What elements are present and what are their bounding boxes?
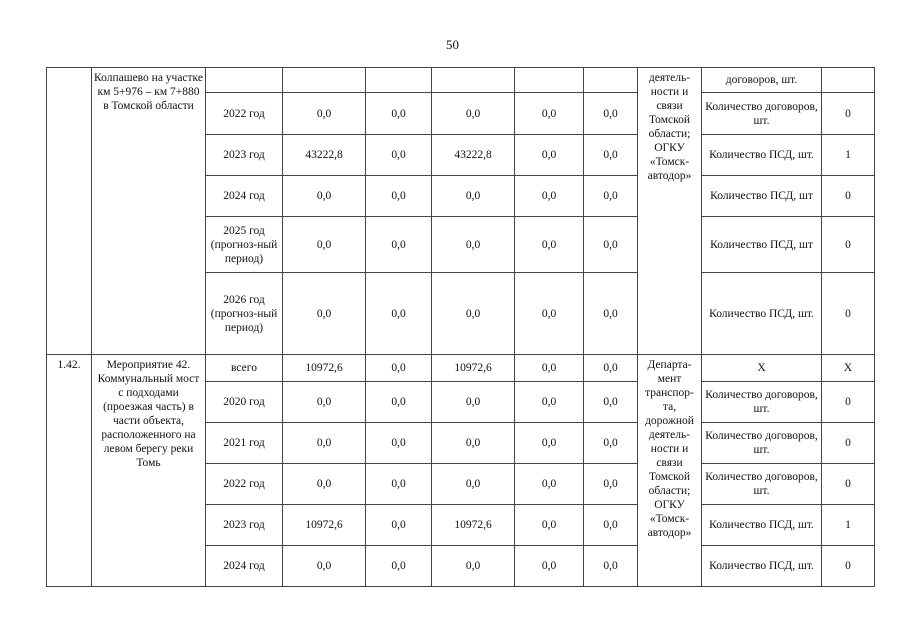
regional-cell: 10972,6 [432,505,515,546]
page-number: 50 [446,37,459,52]
program-table [46,67,875,587]
year-cell [206,68,283,93]
federal-cell: 0,0 [366,382,432,423]
table-row [47,68,875,93]
indicator-value [822,68,875,93]
total-cell: 43222,8 [283,135,366,176]
other-cell: 0,0 [584,217,638,273]
indicator-cell: Количество ПСД, шт. [702,546,822,587]
year-cell: 2021 год [206,423,283,464]
indicator-value: 0 [822,93,875,135]
indicator-value: 0 [822,176,875,217]
indicator-cell: Количество договоров, шт. [702,93,822,135]
federal-cell: 0,0 [366,217,432,273]
regional-cell: 0,0 [432,217,515,273]
item-number: 1.42. [47,355,92,587]
regional-cell: 10972,6 [432,355,515,382]
total-cell: 0,0 [283,464,366,505]
item-name: Мероприятие 42. Коммунальный мост с подходами (проезжая часть) в части объекта, расположенного на левом берегу реки Томь [92,355,206,587]
local-cell: 0,0 [515,382,584,423]
regional-cell: 0,0 [432,423,515,464]
indicator-cell: Количество ПСД, шт. [702,135,822,176]
indicator-value: Х [822,355,875,382]
federal-cell [366,68,432,93]
federal-cell: 0,0 [366,423,432,464]
total-cell: 0,0 [283,176,366,217]
federal-cell: 0,0 [366,464,432,505]
total-cell: 0,0 [283,217,366,273]
other-cell: 0,0 [584,464,638,505]
other-cell: 0,0 [584,176,638,217]
local-cell: 0,0 [515,546,584,587]
indicator-value: 0 [822,464,875,505]
local-cell: 0,0 [515,505,584,546]
item-name: Колпашево на участке км 5+976 – км 7+880 в Томской области [92,68,206,355]
indicator-value: 1 [822,505,875,546]
executor-cell: Департа-мент транспор-та, дорожной деятель-ности и связи Томской области; ОГКУ «Томск-автодор» [638,355,702,587]
local-cell: 0,0 [515,93,584,135]
regional-cell: 43222,8 [432,135,515,176]
federal-cell: 0,0 [366,505,432,546]
total-cell: 10972,6 [283,505,366,546]
federal-cell: 0,0 [366,135,432,176]
total-cell [283,68,366,93]
year-cell: 2026 год (прогноз-ный период) [206,273,283,355]
total-cell: 0,0 [283,423,366,464]
federal-cell: 0,0 [366,93,432,135]
regional-cell: 0,0 [432,93,515,135]
regional-cell [432,68,515,93]
total-cell: 0,0 [283,93,366,135]
total-cell: 0,0 [283,273,366,355]
indicator-cell: Количество ПСД, шт. [702,505,822,546]
other-cell: 0,0 [584,135,638,176]
federal-cell: 0,0 [366,176,432,217]
year-cell: 2024 год [206,546,283,587]
local-cell: 0,0 [515,355,584,382]
indicator-value: 1 [822,135,875,176]
indicator-cell: Количество договоров, шт. [702,423,822,464]
indicator-cell: Количество ПСД, шт [702,176,822,217]
other-cell: 0,0 [584,93,638,135]
regional-cell: 0,0 [432,546,515,587]
year-cell: 2025 год (прогноз-ный период) [206,217,283,273]
table-row [47,355,875,382]
indicator-cell: Количество ПСД, шт. [702,273,822,355]
local-cell: 0,0 [515,273,584,355]
year-cell: 2023 год [206,135,283,176]
indicator-cell: Количество ПСД, шт [702,217,822,273]
local-cell: 0,0 [515,176,584,217]
total-cell: 0,0 [283,546,366,587]
item-number [47,68,92,355]
year-cell: 2022 год [206,93,283,135]
year-cell: 2024 год [206,176,283,217]
indicator-value: 0 [822,382,875,423]
federal-cell: 0,0 [366,273,432,355]
regional-cell: 0,0 [432,382,515,423]
federal-cell: 0,0 [366,546,432,587]
indicator-cell: Х [702,355,822,382]
total-cell: 10972,6 [283,355,366,382]
year-cell: всего [206,355,283,382]
total-cell: 0,0 [283,382,366,423]
executor-cell: деятель-ности и связи Томской области; ОГКУ «Томск-автодор» [638,68,702,355]
local-cell: 0,0 [515,464,584,505]
other-cell: 0,0 [584,546,638,587]
indicator-cell: Количество договоров, шт. [702,382,822,423]
other-cell: 0,0 [584,382,638,423]
indicator-value: 0 [822,217,875,273]
other-cell: 0,0 [584,423,638,464]
other-cell: 0,0 [584,355,638,382]
indicator-value: 0 [822,546,875,587]
year-cell: 2020 год [206,382,283,423]
local-cell: 0,0 [515,217,584,273]
regional-cell: 0,0 [432,273,515,355]
other-cell [584,68,638,93]
other-cell: 0,0 [584,505,638,546]
local-cell [515,68,584,93]
indicator-cell: договоров, шт. [702,68,822,93]
regional-cell: 0,0 [432,176,515,217]
regional-cell: 0,0 [432,464,515,505]
indicator-cell: Количество договоров, шт. [702,464,822,505]
local-cell: 0,0 [515,423,584,464]
year-cell: 2023 год [206,505,283,546]
year-cell: 2022 год [206,464,283,505]
local-cell: 0,0 [515,135,584,176]
other-cell: 0,0 [584,273,638,355]
federal-cell: 0,0 [366,355,432,382]
indicator-value: 0 [822,423,875,464]
indicator-value: 0 [822,273,875,355]
